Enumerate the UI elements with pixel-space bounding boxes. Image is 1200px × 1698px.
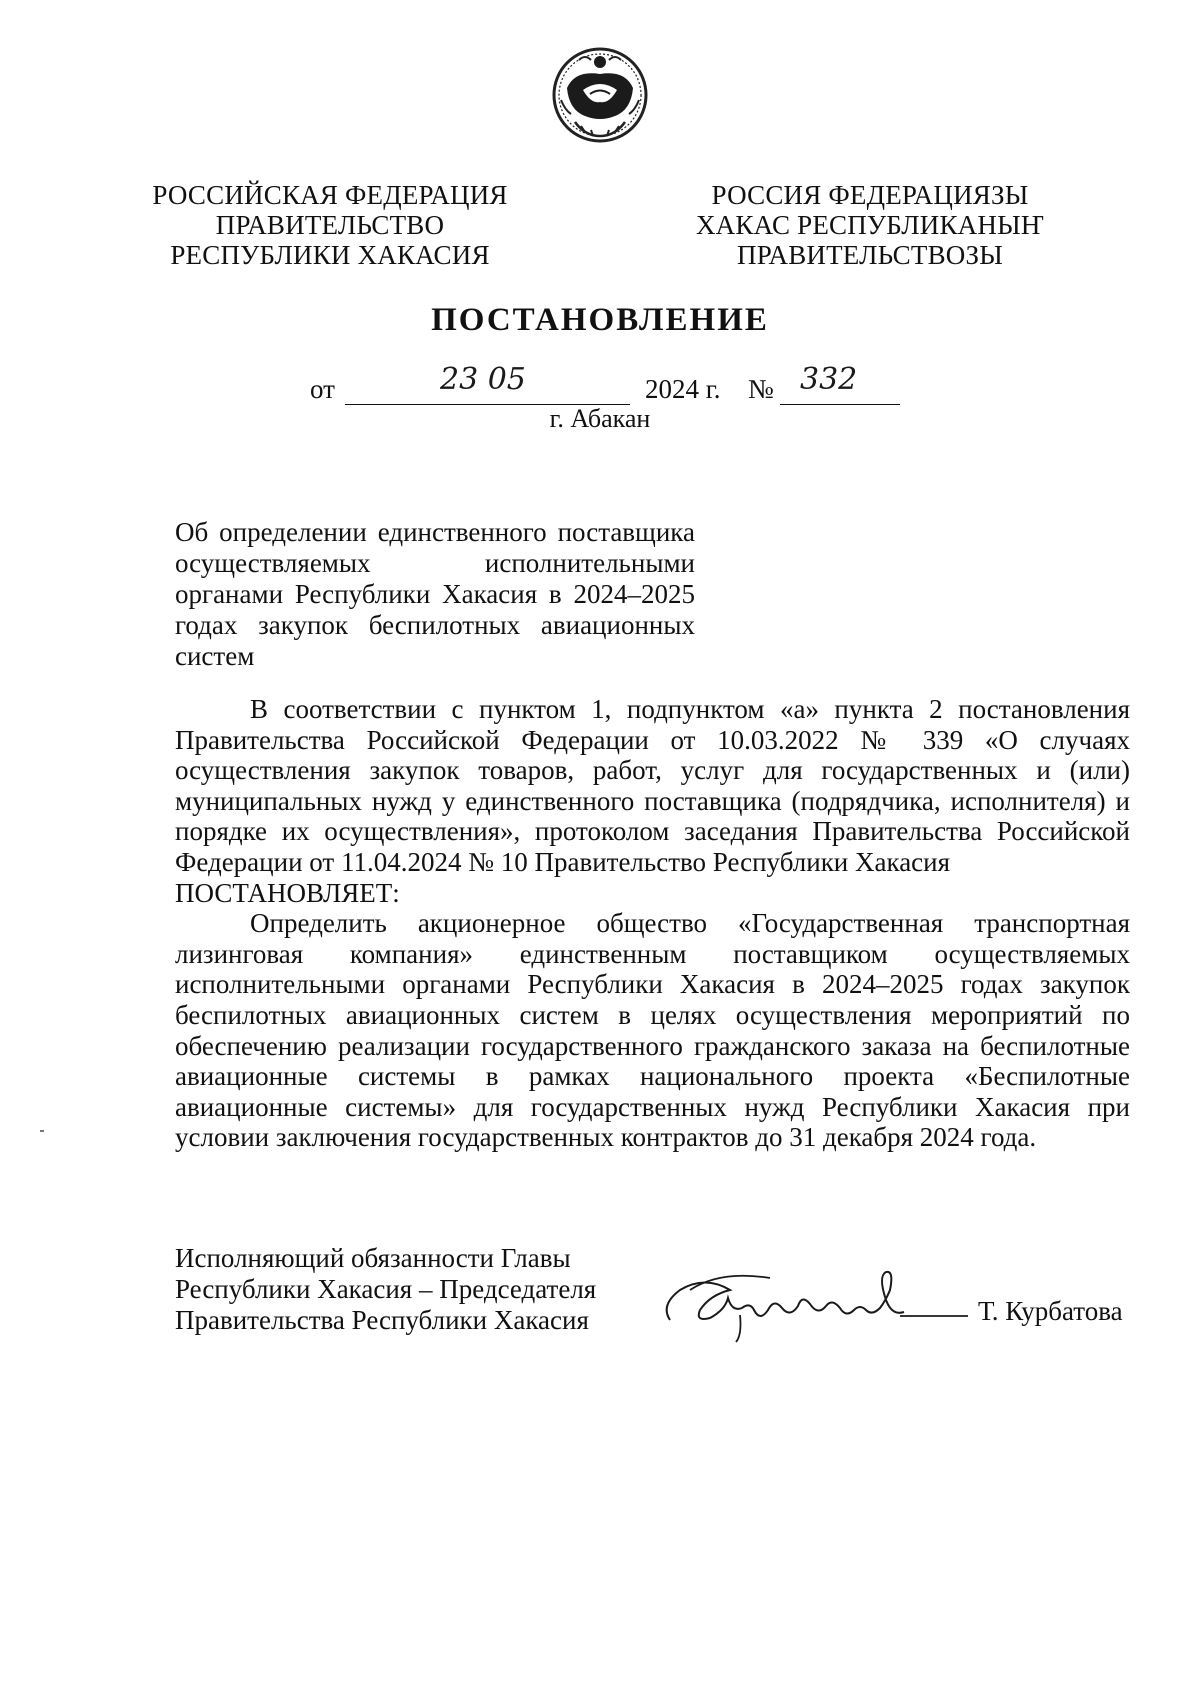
signer-position-line-2: Республики Хакасия – Председателя	[175, 1274, 597, 1304]
header-left-line-3: РЕСПУБЛИКИ ХАКАСИЯ	[170, 240, 490, 270]
header-russian	[140, 180, 520, 270]
city-name: г. Абакан	[549, 404, 651, 433]
signer-name: Т. Курбатова	[978, 1296, 1123, 1326]
header-khakas	[680, 180, 1060, 270]
handwritten-date: 23 05	[440, 362, 526, 397]
header-right-line-3: ПРАВИТЕЛЬСТВОЗЫ	[737, 240, 1003, 270]
header-left-line-2: ПРАВИТЕЛЬСТВО	[215, 210, 445, 240]
document-subject: Об определении единственного поставщика осуществляемых исполнительными органами Республики Хакасия в 2024–2025 годах закупок беспилотных авиационных систем	[175, 517, 695, 671]
document-body	[175, 694, 1130, 1153]
document-title: ПОСТАНОВЛЕНИЕ	[431, 302, 769, 338]
handwritten-number: 332	[800, 362, 858, 397]
header-left-line-1: РОССИЙСКАЯ ФЕДЕРАЦИЯ	[152, 180, 508, 210]
signer-position	[175, 1243, 645, 1336]
header-right-line-1: РОССИЯ ФЕДЕРАЦИЯЗЫ	[711, 180, 1029, 210]
header-right-line-2: ХАКАС РЕСПУБЛИКАНЫҤ	[695, 210, 1044, 240]
handwritten-signature	[650, 1250, 970, 1345]
body-paragraph-1: В соответствии с пунктом 1, подпунктом «а» пункта 2 постановления Правительства Российской Федерации от 10.03.2022 № 339 «О случаях осуществления закупок товаров, работ, услуг для государственных и (или) муниципальных нужд у единственного поставщика (подрядчика, исполнителя) и порядке их осуществления», протоколом заседания Правительства Российской Федерации от 11.04.2024 № 10 Правительство Республики Хакасия	[175, 694, 1130, 877]
decree-word: ПОСТАНОВЛЯЕТ:	[175, 877, 400, 908]
scan-speck	[40, 1130, 44, 1132]
from-label: от	[310, 374, 335, 404]
date-number-line	[0, 362, 1200, 408]
coat-of-arms-icon	[545, 40, 655, 150]
signer-position-line-3: Правительства Республики Хакасия	[175, 1305, 589, 1335]
signer-position-line-1: Исполняющий обязанности Главы	[175, 1243, 571, 1273]
body-paragraph-2: Определить акционерное общество «Государственная транспортная лизинговая компания» единственным поставщиком осуществляемых исполнительными органами Республики Хакасия в 2024–2025 годах закупок беспилотных авиационных систем в целях осуществления мероприятий по обеспечению реализации государственного гражданского заказа на беспилотные авиационные системы в рамках национального проекта «Беспилотные авиационные системы» для государственных нужд Республики Хакасия при условии заключения государственных контрактов до 31 декабря 2024 года.	[175, 908, 1130, 1153]
year-label: 2024 г.	[645, 374, 721, 404]
number-label: №	[748, 374, 774, 404]
